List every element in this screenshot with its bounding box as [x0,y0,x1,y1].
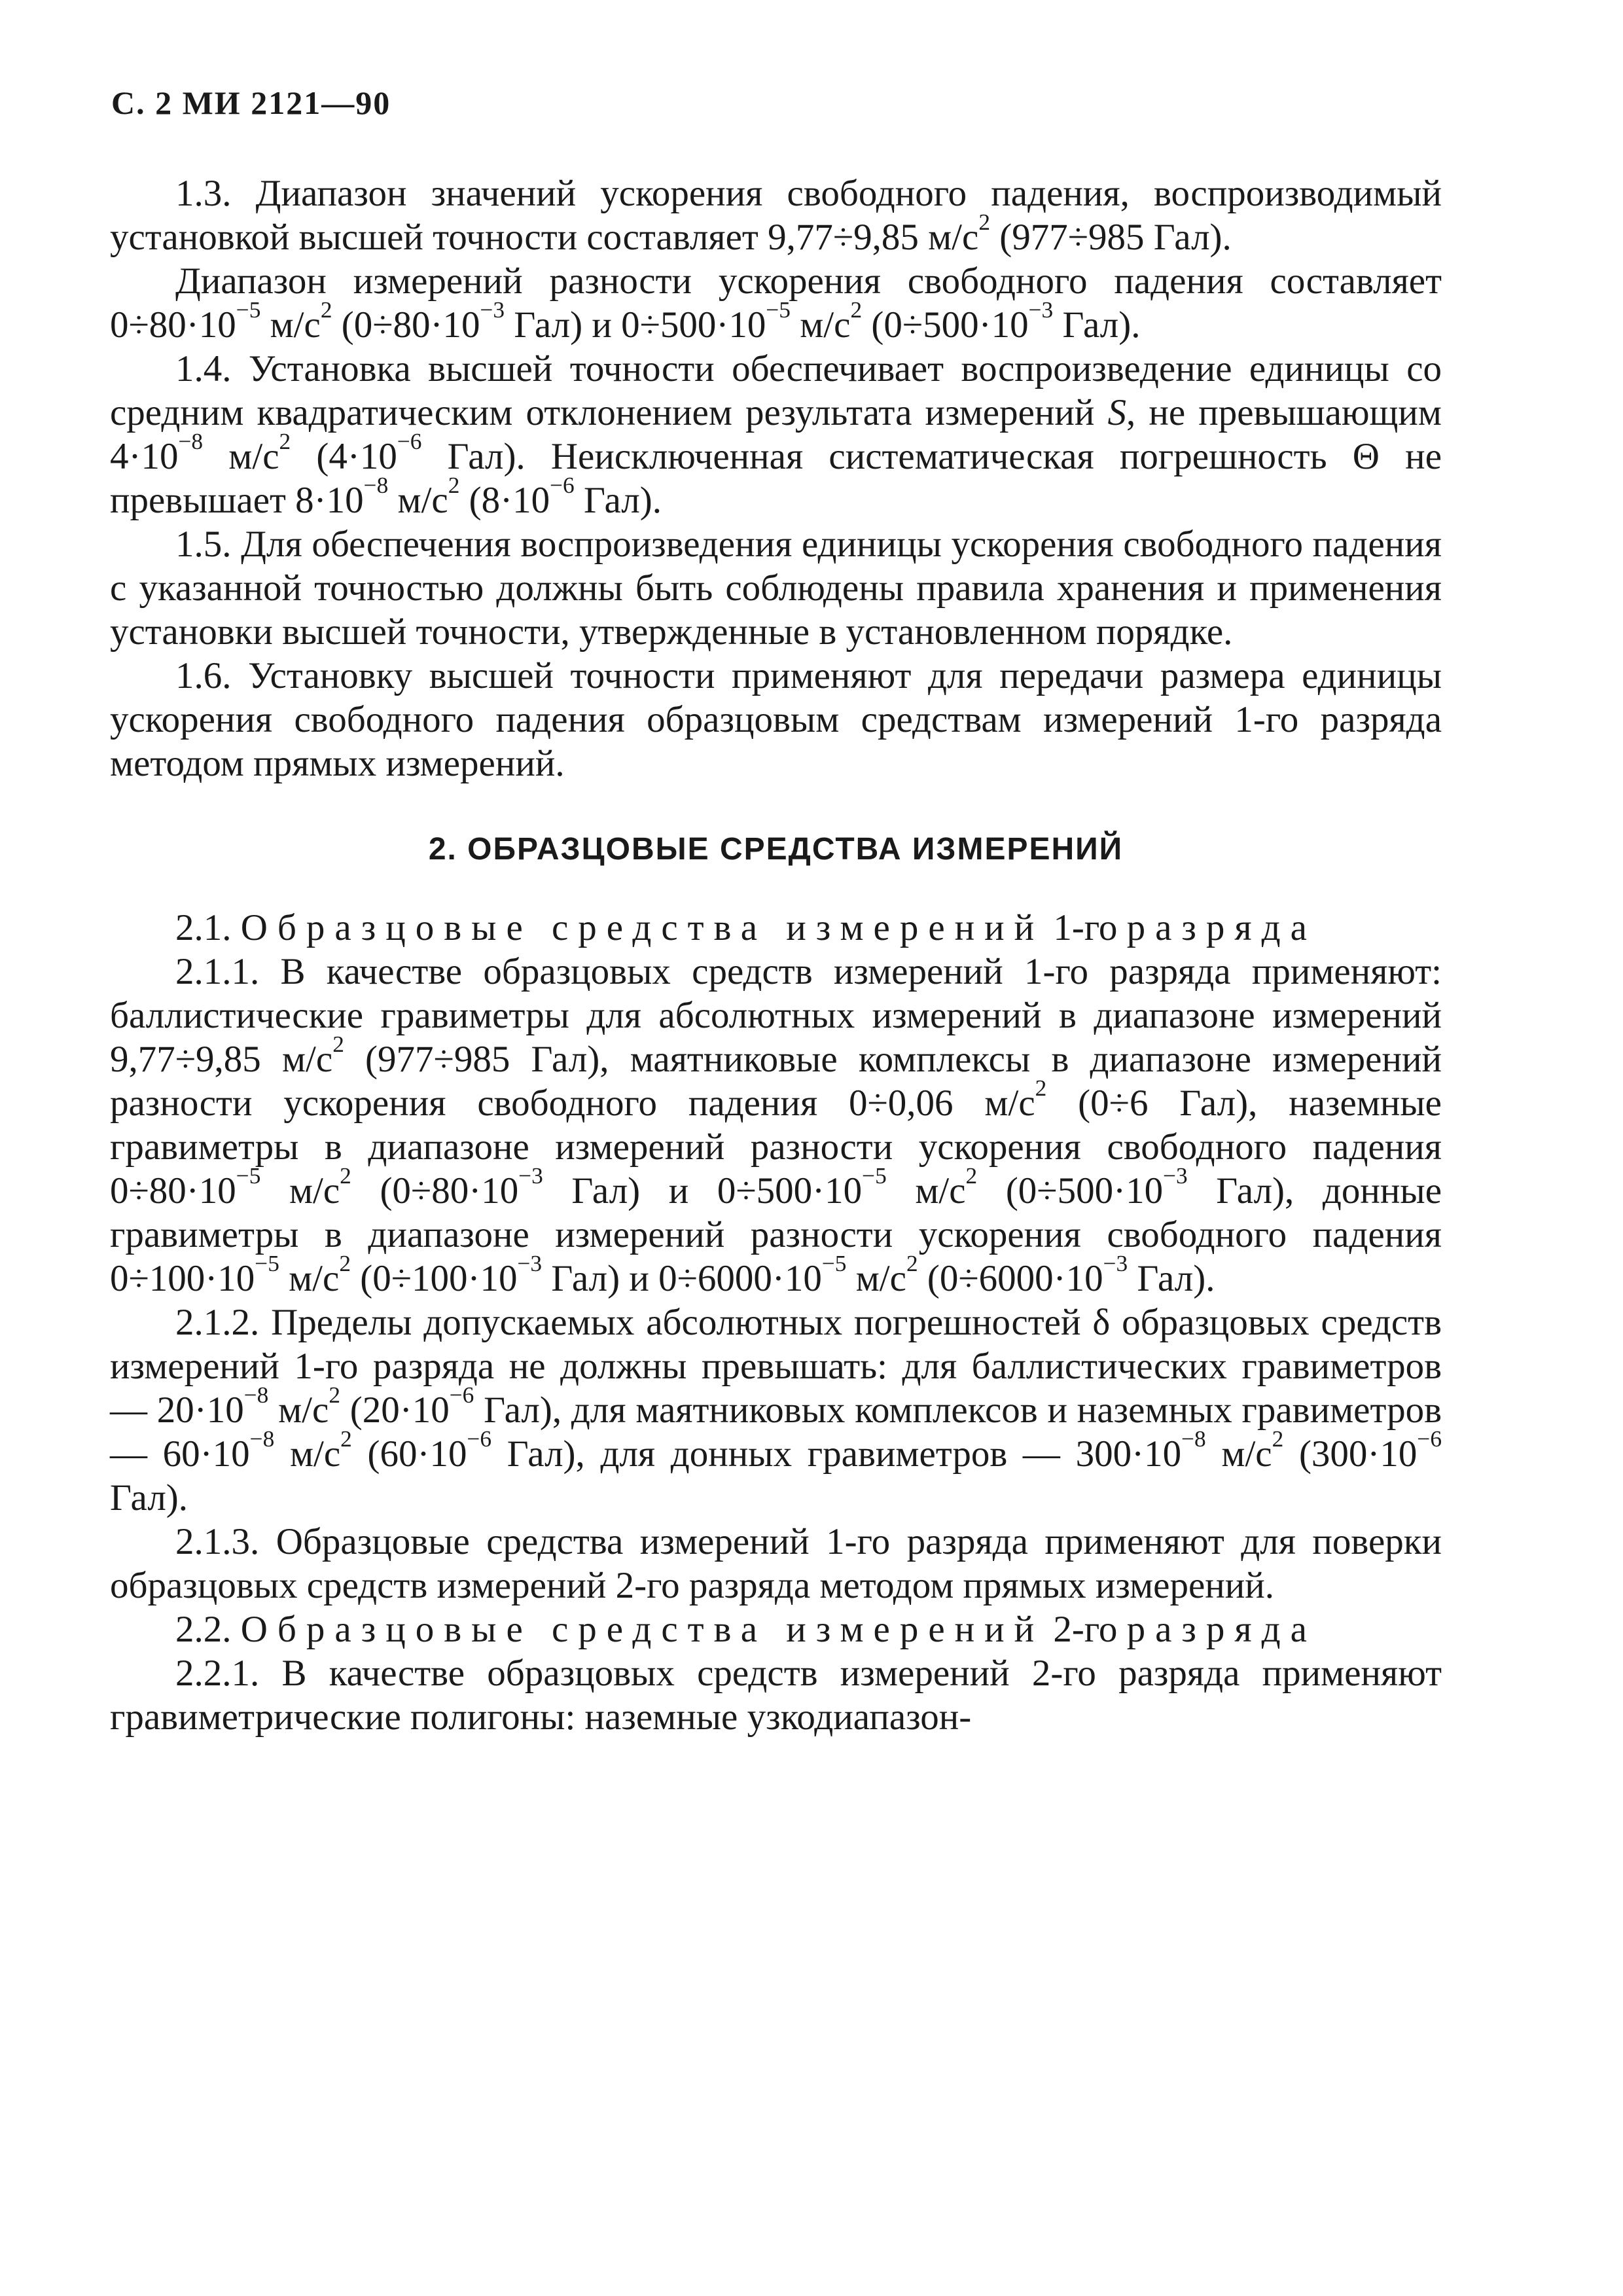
section-2-paragraphs [110,906,1442,1739]
section-title: 2. ОБРАЗЦОВЫЕ СРЕДСТВА ИЗМЕРЕНИЙ [428,832,1124,867]
para-2-1-2: 2.1.2. Пределы допускаемых абсолютных погрешностей δ образцовых средств измерений 1-го разряда не должны превышать: для баллистических гравиметров — $20\cdot 10^{-8}$ $м/с^2$ ($20\cdot 10^{-6}$ Гал), для маятниковых комплексов и наземных гравиметров — $60\cdot 10^{-8}$ $м/с^2$ ($60\cdot 10^{-6}$ Гал), для донных гравиметров — $300\cdot 10^{-8}$ $м/с^2$ ($300\cdot 10^{-6}$ Гал). [110,1302,1442,1518]
para-1-6: 1.6. Установку высшей точности применяют для передачи размера единицы ускорения свободного падения образцовым средствам измерений 1-го разряда методом прямых измерений. [110,655,1442,784]
para-2-1-3: 2.1.3. Образцовые средства измерений 1-го разряда применяют для поверки образцовых средств измерений 2-го разряда методом прямых измерений. [110,1521,1442,1606]
subheading-2-1: 2.1. Образцовые средства измерений 1-го разряда [175,907,1317,948]
para-2-2-1: 2.2.1. В качестве образцовых средств измерений 2-го разряда применяют гравиметрические полигоны: наземные узкодиапазон- [110,1653,1442,1738]
para-1-3-cont: Диапазон измерений разности ускорения свободного падения составляет $0\div 80\cdot 10^{-5}$ $м/с^2$ ($0\div 80\cdot 10^{-3}$ Гал) и $0\div 500\cdot 10^{-5}$ $м/с^2$ ($0\div 500\cdot 10^{-3}$ Гал). [110,260,1442,346]
para-1-3: 1.3. Диапазон значений ускорения свободного падения, воспроизводимый установкой высшей точности составляет 9,77÷9,85 $м/с^2$ (977÷985 Гал). [110,173,1442,258]
para-1-4: 1.4. Установка высшей точности обеспечивает воспроизведение единицы со средним квадратическим отклонением результата измерений S, не превышающим $4\cdot 10^{-8}$ $м/с^2$ ($4\cdot 10^{-6}$ Гал). Неисключенная систематическая погрешность Θ не превышает $8\cdot 10^{-8}$ $м/с^2$ ($8\cdot 10^{-6}$ Гал). [110,348,1442,521]
para-1-5: 1.5. Для обеспечения воспроизведения единицы ускорения свободного падения с указанной точностью должны быть соблюдены правила хранения и применения установки высшей точности, утвержденные в установленном порядке. [110,524,1442,653]
para-2-1-1: 2.1.1. В качестве образцовых средств измерений 1-го разряда применяют: баллистические гравиметры для абсолютных измерений в диапазоне измерений 9,77÷9,85 $м/с^2$ (977÷985 Гал), маятниковые комплексы в диапазоне измерений разности ускорения свободного падения 0÷0,06 $м/с^2$ (0÷6 Гал), наземные гравиметры в диапазоне измерений разности ускорения свободного падения $0\div 80\cdot 10^{-5}$ $м/с^2$ ($0\div 80\cdot 10^{-3}$ Гал) и $0\div 500\cdot 10^{-5}$ $м/с^2$ ($0\div 500\cdot 10^{-3}$ Гал), донные гравиметры в диапазоне измерений разности ускорения свободного падения $0\div 100\cdot 10^{-5}$ $м/с^2$ ($0\div 100\cdot 10^{-3}$ Гал) и $0\div 6000\cdot 10^{-5}$ $м/с^2$ ($0\div 6000\cdot 10^{-3}$ Гал). [110,951,1442,1299]
document-body [110,171,1442,1739]
page-header: С. 2 МИ 2121—90 [111,84,391,121]
subheading-2-2: 2.2. Образцовые средства измерений 2-го разряда [175,1609,1317,1650]
section-1-paragraphs [110,171,1442,785]
